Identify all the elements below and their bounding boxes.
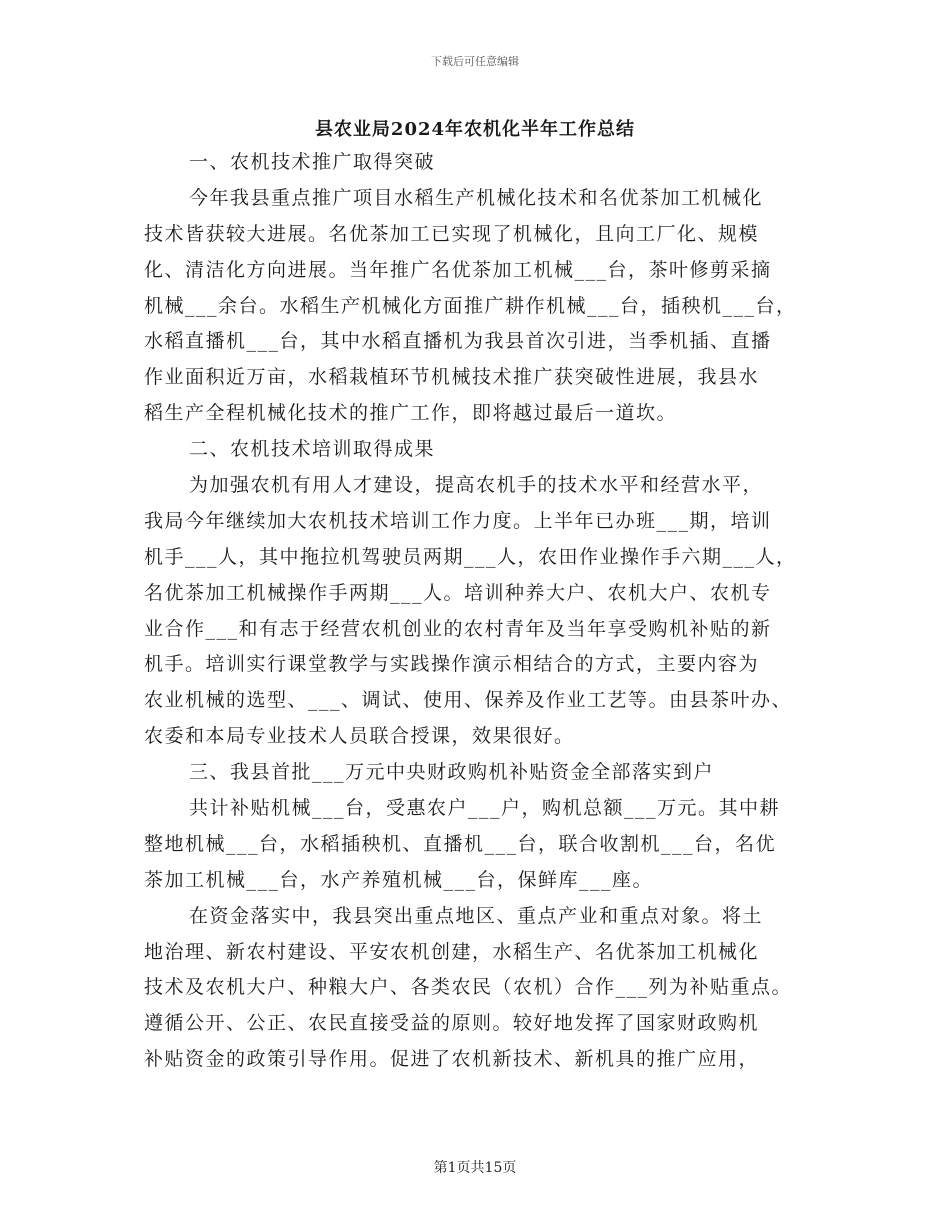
- document-body: [144, 145, 824, 1078]
- body-line: 我局今年继续加大农机技术培训工作力度。上半年已办班___期，培训: [144, 509, 772, 532]
- body-line: 机手___人，其中拖拉机驾驶员两期___人，农田作业操作手六期___人，: [144, 545, 797, 568]
- body-line: 农业机械的选型、___、调试、使用、保养及作业工艺等。由县茶叶办、: [144, 689, 793, 712]
- body-line: 技术皆获较大进展。名优茶加工已实现了机械化，且向工厂化、规模: [144, 222, 760, 245]
- body-line: 补贴资金的政策引导作用。促进了农机新技术、新机具的推广应用，: [144, 1048, 760, 1071]
- body-line: 为加强农机有用人才建设，提高农机手的技术水平和经营水平，: [189, 474, 764, 497]
- body-line: 化、清洁化方向进展。当年推广名优茶加工机械___台，茶叶修剪采摘: [144, 258, 772, 281]
- body-line: 农委和本局专业技术人员联合授课，效果很好。: [144, 725, 575, 748]
- body-line: 在资金落实中，我县突出重点地区、重点产业和重点对象。将土: [189, 904, 764, 927]
- body-line: 遵循公开、公正、农民直接受益的原则。较好地发挥了国家财政购机: [144, 1012, 760, 1035]
- body-line: 二、农机技术培训取得成果: [189, 438, 436, 461]
- body-line: 稻生产全程机械化技术的推广工作，即将越过最后一道坎。: [144, 402, 678, 425]
- body-line: 今年我县重点推广项目水稻生产机械化技术和名优茶加工机械化: [189, 186, 764, 209]
- body-line: 业合作___和有志于经营农机创业的农村青年及当年享受购机补贴的新: [144, 617, 772, 640]
- body-line: 机械___余台。水稻生产机械化方面推广耕作机械___台，插秧机___台，: [144, 294, 797, 317]
- body-line: 技术及农机大户、种粮大户、各类农民（农机）合作___列为补贴重点。: [144, 976, 793, 999]
- body-line: 共计补贴机械___台，受惠农户___户，购机总额___万元。其中耕: [189, 797, 781, 820]
- body-line: 三、我县首批___万元中央财政购机补贴资金全部落实到户: [189, 761, 715, 784]
- document-title: 县农业局2024年农机化半年工作总结: [314, 119, 636, 140]
- body-line: 整地机械___台，水稻插秧机、直播机___台，联合收割机___台，名优: [144, 832, 777, 855]
- header-note: 下载后可任意编辑: [431, 55, 519, 68]
- body-line: 水稻直播机___台，其中水稻直播机为我县首次引进，当季机插、直播: [144, 330, 772, 353]
- body-line: 茶加工机械___台，水产养殖机械___台，保鲜库___座。: [144, 868, 654, 891]
- body-line: 机手。培训实行课堂教学与实践操作演示相结合的方式，主要内容为: [144, 653, 760, 676]
- body-line: 地治理、新农村建设、平安农机创建，水稻生产、名优茶加工机械化: [144, 940, 760, 963]
- body-line: 名优茶加工机械操作手两期___人。培训种养大户、农机大户、农机专: [144, 581, 772, 604]
- body-line: 一、农机技术推广取得突破: [189, 151, 436, 173]
- page-number: 第1页共15页: [433, 1160, 517, 1176]
- body-line: 作业面积近万亩，水稻栽植环节机械技术推广获突破性进展，我县水: [144, 366, 760, 389]
